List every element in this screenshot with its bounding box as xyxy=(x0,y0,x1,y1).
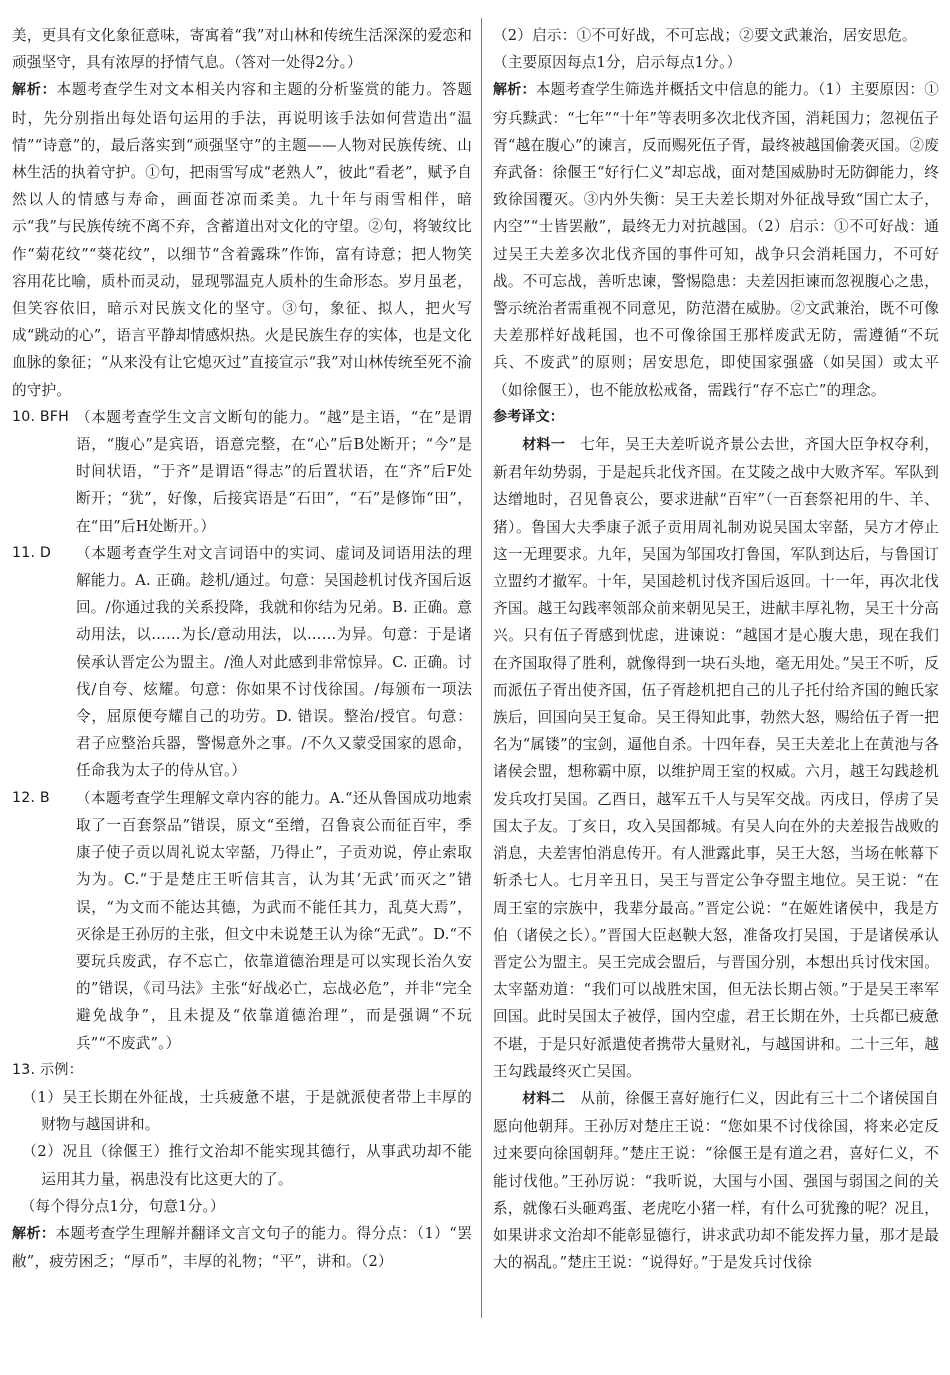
left-column xyxy=(12,22,472,1275)
q11-explanation: （本题考查学生对文言词语中的实词、虚词及词语用法的理解能力。A. 正确。趁机/通过。句意：吴国趁机讨伐齐国后返回。/你通过我的关系投降，我就和你结为兄弟。B. 正确。意动用法，以……为长/意动用法，以……为异。句意：于是诸侯承认晋定公为盟主。/渔人对此感到非常惊异。C. 正确。讨伐/自夸、炫耀。句意：你如果不讨伐徐国。/每颁布一项法令，屈原便夸耀自己的功劳。D. 错误。整治/授官。句意：君子应整治兵器，警惕意外之事。/不久又蒙受国家的恩命，任命我为太子的侍从官。） xyxy=(76,544,472,780)
material-1-label: 材料一 xyxy=(522,437,566,454)
q9-analysis xyxy=(12,76,472,403)
q9-answer-continuation: 美，更具有文化象征意味，寄寓着“我”对山林和传统生活深深的爱恋和顽强坚守，具有浓厚的抒情气息。（答对一处得2分。） xyxy=(12,27,472,72)
q12-explanation: （本题考查学生理解文章内容的能力。A.“还从鲁国成功地索取了一百套祭品”错误，原文“至缯，召鲁哀公而征百牢，季康子使子贡以周礼说太宰嚭，乃得止”，子贡劝说，停止索取为为。C.“于是楚庄王听信其言，认为其‘无武’而灭之”错误，“为文而不能达其德，为武而不能任其力，乱莫大焉”，灭徐是王孙厉的主张，但文中未说楚王认为徐“无武”。D.“不要玩兵废武，存不忘亡，依靠道德治理是可以实现长治久安的”错误，《司马法》主张“好战必亡，忘战必危”，并非“完全避免战争”，且未提及“依靠道德治理”，而是强调“不玩兵”“不废武”。） xyxy=(76,789,472,1052)
q12-number: 12. B xyxy=(12,789,50,806)
analysis-label: 解析： xyxy=(12,1225,56,1242)
right-column xyxy=(493,22,939,1276)
q13-analysis xyxy=(12,1220,472,1275)
q11-answer xyxy=(12,540,472,785)
material-2 xyxy=(493,1085,939,1276)
q12-answer xyxy=(12,785,472,1057)
reference-translation-heading: 参考译文： xyxy=(493,408,564,425)
q9-analysis-text: 本题考查学生对文本相关内容和主题的分析鉴赏的能力。答题时，先分别指出每处语句运用的手法，再说明该手法如何营造出“温情”“诗意”的，最后落实到“顽强坚守”的主题——人物对民族传统、山林生活的执着守护。①句，把雨雪写成“老熟人”，彼此“看老”，赋予自然以人的情感与寿命，画面苍凉而柔美。九十年与雨雪相伴，暗示“我”与民族传统不离不弃，含蓄道出对文化的守望。②句，将皱纹比作“菊花纹”“葵花纹”，以细节“含着露珠”作饰，富有诗意；把人物笑容用花比喻，质朴而灵动，显现鄂温克人质朴的生命形态。岁月虽老，但笑容依旧，暗示对民族文化的坚守。③句，象征、拟人，把火写成“跳动的心”，语言平静却情感炽热。火是民族生存的实体，也是文化血脉的象征；“从来没有让它熄灭过”直接宣示“我”对山林传统至死不渝的守护。 xyxy=(12,81,472,399)
material-1 xyxy=(493,431,939,1085)
q13-scoring-note: （每个得分点1分，句意1分。） xyxy=(20,1197,225,1215)
q13-heading: 13. 示例： xyxy=(12,1061,84,1078)
material-2-text: 从前，徐偃王喜好施行仁义，因此有三十二个诸侯国自愿向他朝拜。王孙厉对楚庄王说：“您如果不讨伐徐国，将来必定反过来要向徐国朝拜。”楚庄王说：“徐偃王是有道之君，喜好仁义，不能讨伐他。”王孙厉说：“我听说，大国与小国、强国与弱国之间的关系，就像石头砸鸡蛋、老虎吃小猪一样，有什么可犹豫的呢？况且，如果讲求文治却不能彰显德行，讲求武功却不能发挥力量，那才是最大的祸乱。”楚庄王说：“说得好。”于是发兵讨伐徐 xyxy=(493,1089,940,1272)
q10-number: 10. BFH xyxy=(12,408,70,425)
analysis-label: 解析： xyxy=(493,82,536,99)
material-2-label: 材料二 xyxy=(522,1090,566,1107)
q14-answer-continuation: （2）启示：①不可好战，不可忘战；②要文武兼治，居安思危。 xyxy=(493,27,917,44)
q14-scoring-note: （主要原因每点1分，启示每点1分。） xyxy=(493,54,742,72)
column-divider xyxy=(481,18,482,1318)
q14-analysis xyxy=(493,76,939,403)
q13-analysis-text: 本题考查学生理解并翻译文言文句子的能力。得分点：（1）“罢敝”，疲劳困乏；“厚币”，丰厚的礼物；“平”，讲和。（2） xyxy=(12,1224,472,1271)
material-1-text: 七年，吴王夫差听说齐景公去世，齐国大臣争权夺利，新君年幼势弱，于是起兵北伐齐国。在艾陵之战中大败齐军。军队到达缯地时，召见鲁哀公，要求进献“百牢”（一百套祭祀用的牛、羊、猪）。鲁国大夫季康子派子贡用周礼制劝说吴国太宰嚭，吴方才停止这一无理要求。九年，吴国为邹国攻打鲁国，军队到达后，与鲁国订立盟约才撤军。十年，吴国趁机讨伐齐国后返回。十一年，再次北伐齐国。越王勾践率领部众前来朝见吴王，进献丰厚礼物，吴王十分高兴。只有伍子胥感到忧虑，进谏说：“越国才是心腹大患，现在我们在齐国取得了胜利，就像得到一块石头地，毫无用处。”吴王不听，反而派伍子胥出使齐国，伍子胥趁机把自己的儿子托付给齐国的鲍氏家族后，回国向吴王复命。吴王得知此事，勃然大怒，赐给伍子胥一把名为“属镂”的宝剑，逼他自杀。十四年春，吴王夫差北上在黄池与各诸侯会盟，想称霸中原，以维护周王室的权威。六月，越王勾践趁机发兵攻打吴国。乙酉日，越军五千人与吴军交战。丙戌日，俘虏了吴国太子友。丁亥日，攻入吴国都城。有吴人向在外的夫差报告战败的消息，夫差害怕消息传开。有人泄露此事，吴王大怒，当场在帐幕下斩杀七人。七月辛丑日，吴王与晋定公争夺盟主地位。吴王说：“在周王室的宗族中，我辈分最高。”晋定公说：“在姬姓诸侯中，我是方伯（诸侯之长）。”晋国大臣赵鞅大怒，准备攻打吴国，于是诸侯承认晋定公为盟主。吴王完成会盟后，与晋国分别，本想出兵讨伐宋国。太宰嚭劝道：“我们可以战胜宋国，但无法长期占领。”于是吴王率军回国。此时吴国太子被俘，国内空虚，君王长期在外，士兵都已疲惫不堪，于是只好派遣使者携带大量财礼，与越国讲和。二十三年，越王勾践最终灭亡吴国。 xyxy=(493,436,940,1080)
analysis-label: 解析： xyxy=(12,82,57,99)
q11-number: 11. D xyxy=(12,544,51,561)
q10-answer xyxy=(12,404,472,540)
q10-explanation: （本题考查学生文言文断句的能力。“越”是主语，“在”是谓语，“腹心”是宾语，语意完整，在“心”后B处断开；“今”是时间状语，“于齐”是谓语“得志”的后置状语，在“齐”后F处断开；“犹”，好像，后接宾语是“石田”，“石”是修饰“田”，在“田”后H处断开。） xyxy=(76,408,472,535)
q13-sentence-1: （1）吴王长期在外征战，士兵疲惫不堪，于是就派使者带上丰厚的财物与越国讲和。 xyxy=(22,1088,472,1134)
q14-analysis-text: 本题考查学生筛选并概括文中信息的能力。（1）主要原因：①穷兵黩武：“七年”“十年”等表明多次北伐齐国，消耗国力；忽视伍子胥“越在腹心”的谏言，反而赐死伍子胥，最终被越国偷袭灭国。②废弃武备：徐偃王“好行仁义”却忘战，面对楚国威胁时无防御能力，终致徐国覆灭。③内外失衡：吴王夫差长期对外征战导致“国亡太子，内空”“士皆罢敝”，最终无力对抗越国。（2）启示：①不可好战：通过吴王夫差多次北伐齐国的事件可知，战争只会消耗国力，不可好战。不可忘战，善听忠谏，警惕隐患：夫差因拒谏而忽视腹心之患，警示统治者需重视不同意见，防范潜在威胁。②文武兼治，既不可像夫差那样好战耗国，也不可像徐国王那样废武无防，需遵循“不玩兵、不废武”的原则；居安思危，即使国家强盛（如吴国）或太平（如徐偃王），也不能放松戒备，需践行“存不忘亡”的理念。 xyxy=(493,81,939,399)
q13-sentence-2: （2）况且（徐偃王）推行文治却不能实现其德行，从事武功却不能运用其力量，祸患没有比这更大的了。 xyxy=(22,1143,472,1188)
